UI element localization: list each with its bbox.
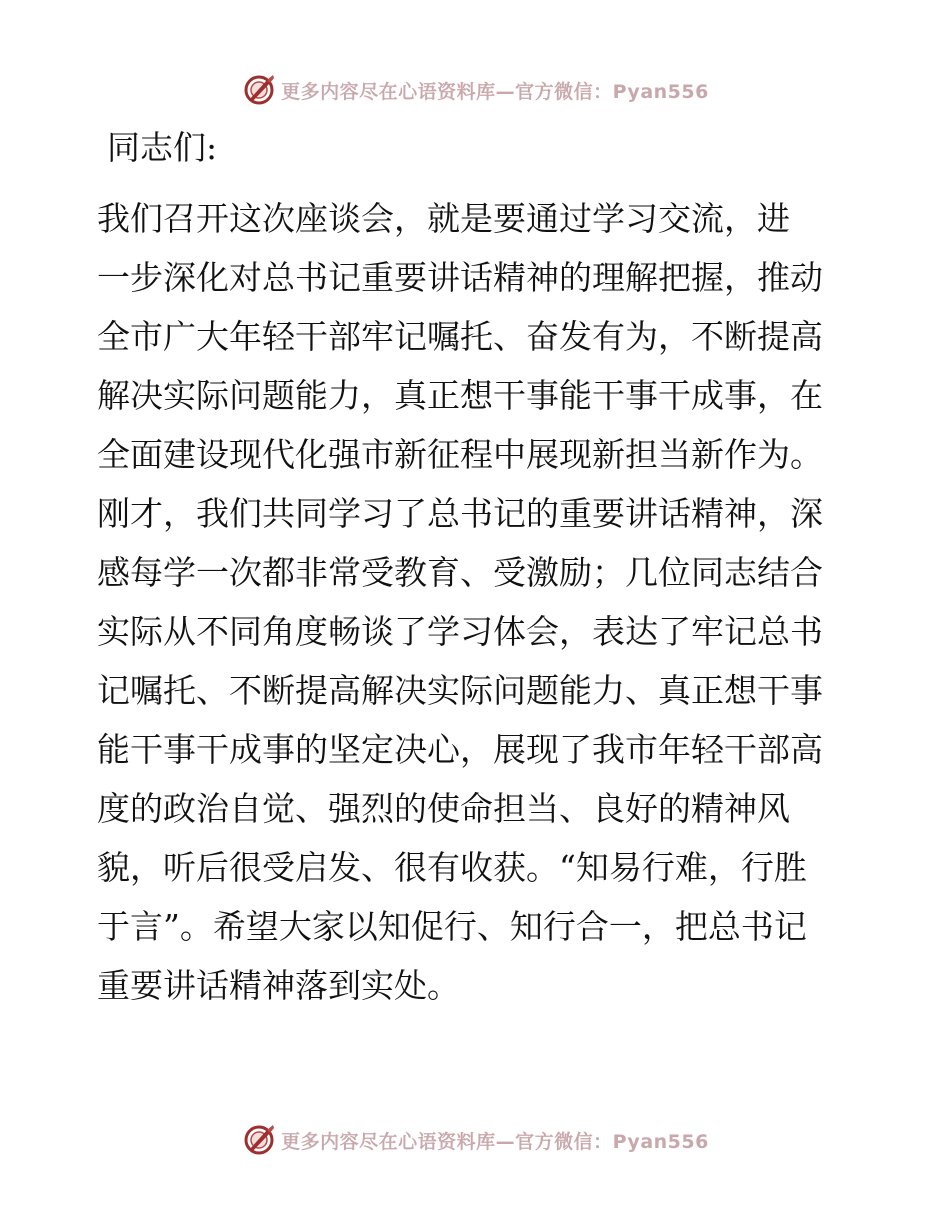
body-line: 于言”。希望大家以知促行、知行合一，把总书记 — [97, 907, 807, 946]
body-line: 貌，听后很受启发、很有收获。“知易行难，行胜 — [97, 848, 807, 887]
body-line: 我们召开这次座谈会，就是要通过学习交流，进 — [97, 199, 790, 238]
watermark-text: 更多内容尽在心语资料库—官方微信：Pyan556 — [281, 1130, 709, 1153]
body-line: 度的政治自觉、强烈的使命担当、良好的精神风 — [97, 789, 790, 828]
body-line: 全市广大年轻干部牢记嘱托、奋发有为，不断提高 — [97, 317, 823, 356]
footer-watermark-banner — [0, 1120, 950, 1160]
body-line: 重要讲话精神落到实处。 — [97, 966, 460, 1005]
body-line: 全面建设现代化强市新征程中展现新担当新作为。 — [97, 435, 823, 474]
document-salutation: 同志们: — [107, 128, 218, 167]
body-line: 记嘱托、不断提高解决实际问题能力、真正想干事 — [97, 671, 823, 710]
body-line: 解决实际问题能力，真正想干事能干事干成事，在 — [97, 376, 823, 415]
watermark-text: 更多内容尽在心语资料库—官方微信：Pyan556 — [281, 80, 709, 103]
body-line: 感每学一次都非常受教育、受激励；几位同志结合 — [97, 553, 823, 592]
header-watermark-banner — [0, 70, 950, 110]
quill-pen-seal-icon — [241, 1122, 277, 1158]
body-line: 刚才，我们共同学习了总书记的重要讲话精神，深 — [97, 494, 823, 533]
body-line: 能干事干成事的坚定决心，展现了我市年轻干部高 — [97, 730, 823, 769]
quill-pen-seal-icon — [241, 72, 277, 108]
body-line: 一步深化对总书记重要讲话精神的理解把握，推动 — [97, 258, 823, 297]
body-line: 实际从不同角度畅谈了学习体会，表达了牢记总书 — [97, 612, 823, 651]
